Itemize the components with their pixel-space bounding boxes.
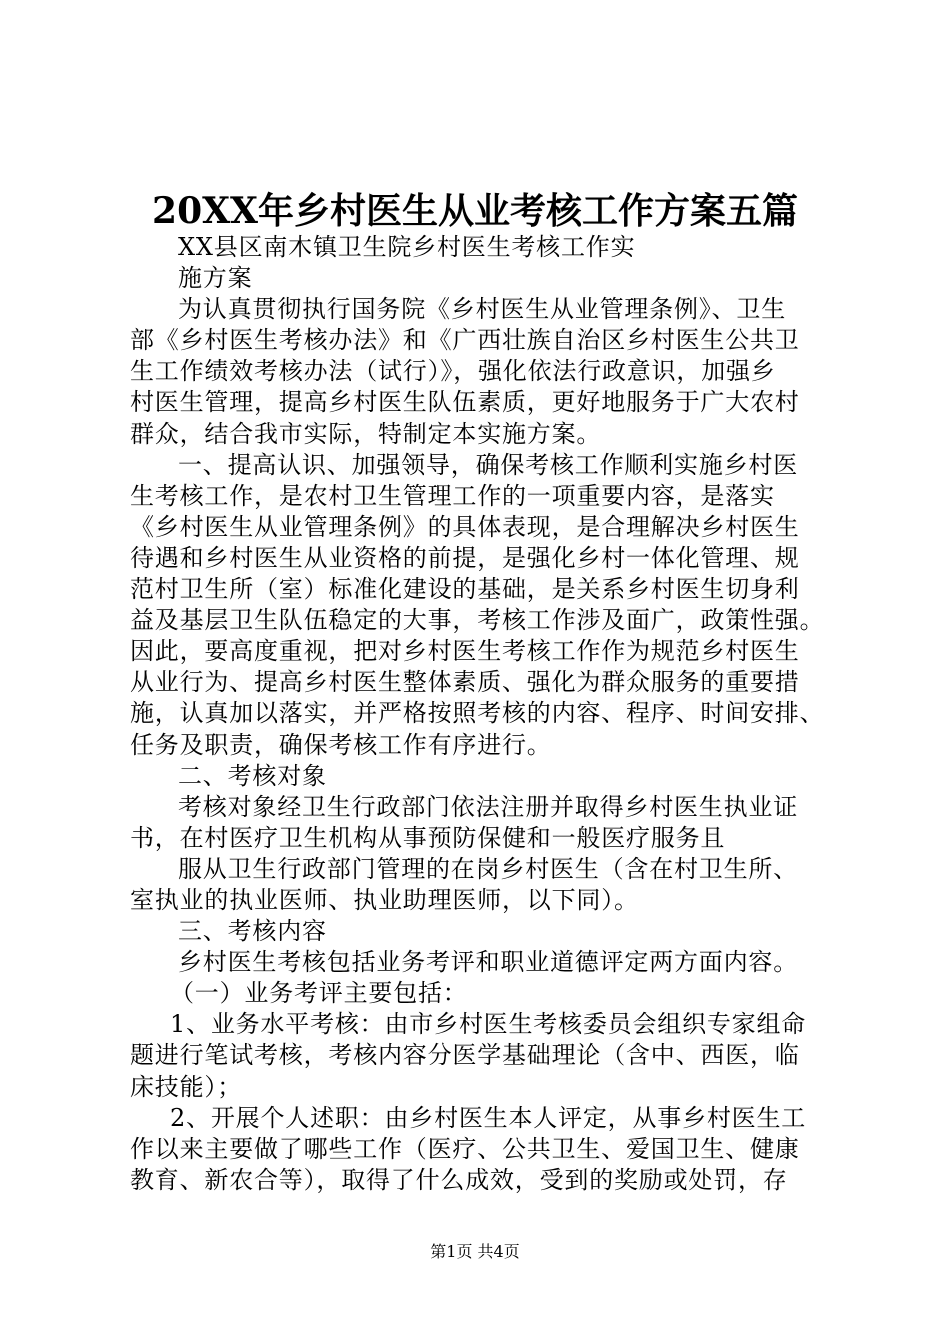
- body-line: 作以来主要做了哪些工作（医疗、公共卫生、爱国卫生、健康: [130, 1134, 800, 1163]
- body-line: 为认真贯彻执行国务院《乡村医生从业管理条例》、卫生: [178, 295, 786, 324]
- body-line: 任务及职责，确保考核工作有序进行。: [130, 730, 552, 759]
- document-title: 20XX年乡村医生从业考核工作方案五篇: [152, 190, 798, 232]
- body-line: 床技能）；: [130, 1072, 242, 1101]
- body-line: 服从卫生行政部门管理的在岗乡村医生（含在村卫生所、: [178, 854, 798, 883]
- body-line: 书，在村医疗卫生机构从事预防保健和一般医疗服务且: [130, 823, 726, 852]
- body-line: 部《乡村医生考核办法》和《广西壮族自治区乡村医生公共卫: [130, 326, 800, 355]
- section-heading: 三、考核内容: [178, 917, 327, 946]
- subsection-heading: （一）业务考评主要包括：: [170, 979, 468, 1008]
- body-line: 群众，结合我市实际，特制定本实施方案。: [130, 419, 602, 448]
- body-line: 2、开展个人述职：由乡村医生本人评定，从事乡村医生工: [170, 1103, 807, 1132]
- body-line: 一、提高认识、加强领导，确保考核工作顺利实施乡村医: [178, 450, 798, 479]
- section-heading: 二、考核对象: [178, 761, 327, 790]
- document-body: [130, 232, 830, 1196]
- body-line: 《乡村医生从业管理条例》的具体表现，是合理解决乡村医生: [130, 512, 800, 541]
- body-line: XX县区南木镇卫生院乡村医生考核工作实: [178, 233, 636, 261]
- body-line: 1、业务水平考核：由市乡村医生考核委员会组织专家组命: [170, 1010, 807, 1039]
- body-line: 范村卫生所（室）标准化建设的基础，是关系乡村医生切身利: [130, 575, 800, 604]
- body-line: 题进行笔试考核，考核内容分医学基础理论（含中、西医，临: [130, 1041, 800, 1070]
- body-line: 生工作绩效考核办法（试行）》，强化依法行政意识，加强乡: [130, 357, 776, 386]
- body-line: 生考核工作，是农村卫生管理工作的一项重要内容，是落实: [130, 481, 775, 510]
- body-line: 乡村医生考核包括业务考评和职业道德评定两方面内容。: [178, 948, 798, 977]
- body-line: 从业行为、提高乡村医生整体素质、强化为群众服务的重要措: [130, 668, 800, 697]
- body-line: 室执业的执业医师、执业助理医师，以下同）。: [130, 885, 639, 914]
- body-line: 因此，要高度重视，把对乡村医生考核工作作为规范乡村医生: [130, 637, 800, 666]
- body-line: 考核对象经卫生行政部门依法注册并取得乡村医生执业证: [178, 792, 798, 821]
- body-line: 施方案: [178, 264, 253, 293]
- body-line: 村医生管理，提高乡村医生队伍素质，更好地服务于广大农村: [130, 388, 800, 417]
- body-line: 教育、新农合等），取得了什么成效，受到的奖励或处罚，存: [130, 1165, 788, 1194]
- body-line: 益及基层卫生队伍稳定的大事，考核工作涉及面广，政策性强。: [130, 606, 825, 635]
- page-footer: 第1页 共4页: [430, 1242, 520, 1261]
- body-line: 待遇和乡村医生从业资格的前提，是强化乡村一体化管理、规: [130, 543, 800, 572]
- body-line: 施，认真加以落实，并严格按照考核的内容、程序、时间安排、: [130, 699, 825, 728]
